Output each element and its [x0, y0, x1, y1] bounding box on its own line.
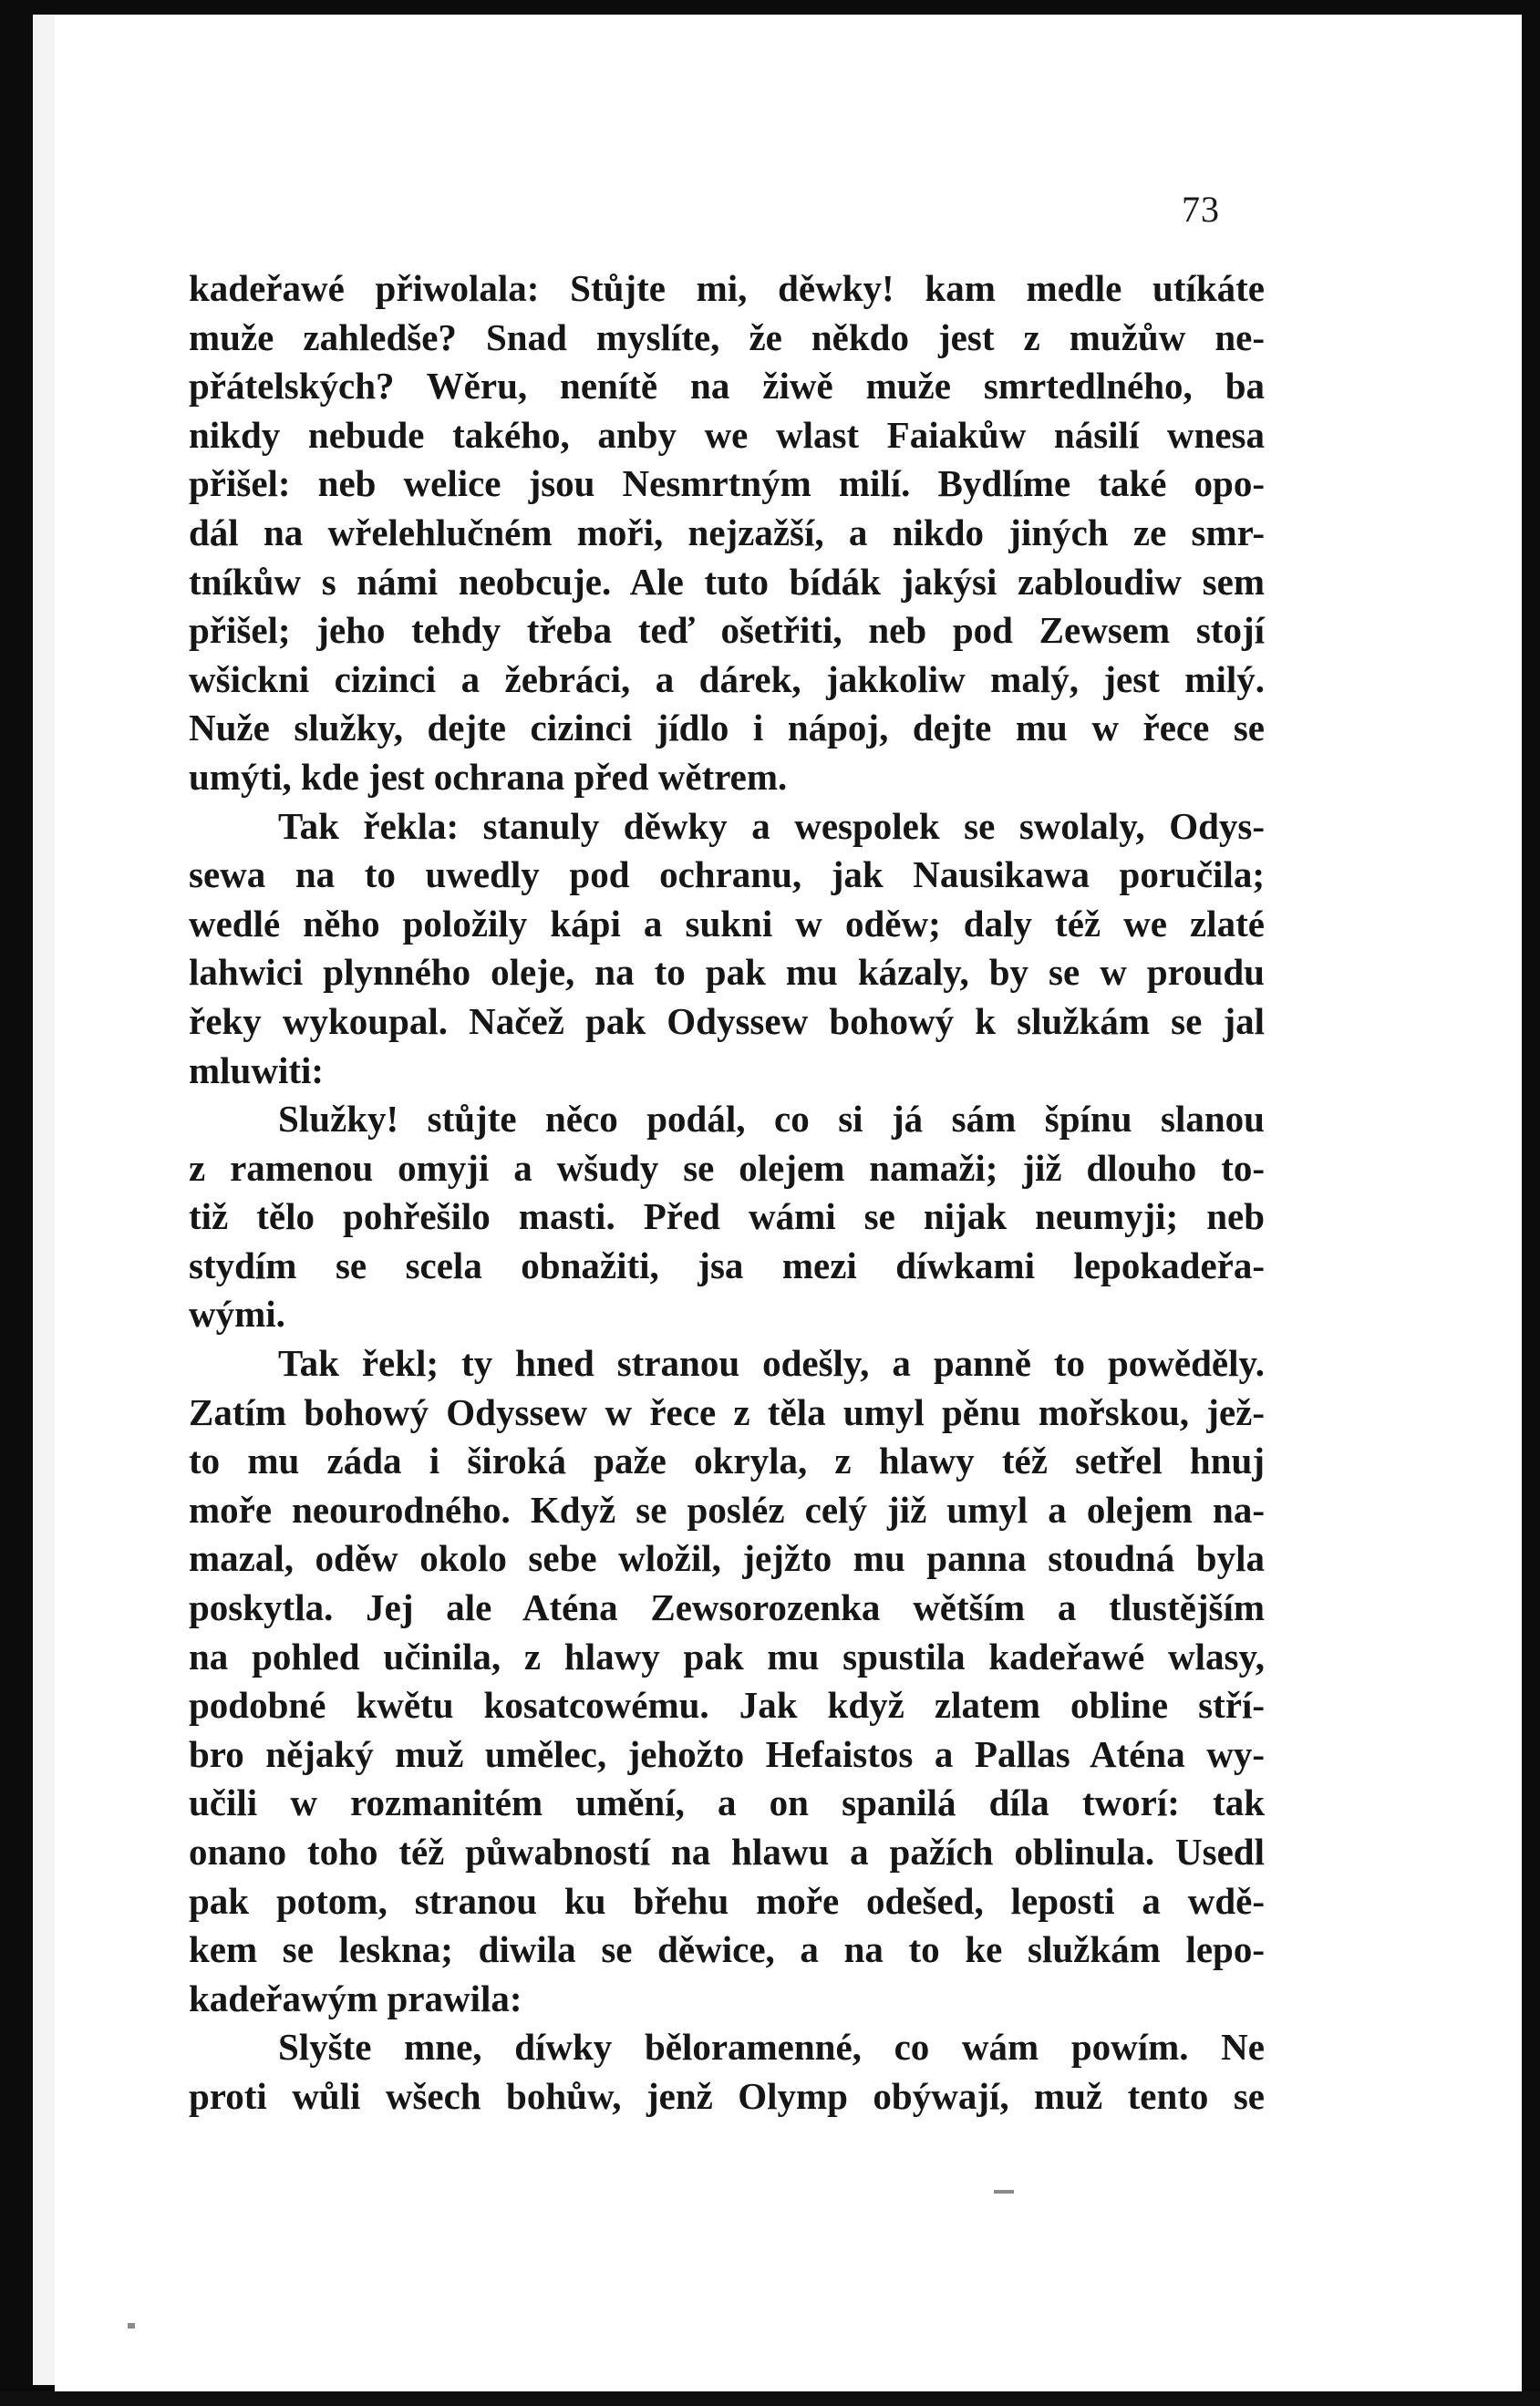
text-line: lahwici plynného oleje, na to pak mu kázaly, by se w proudu — [189, 951, 1265, 994]
text-line: řeky wykoupal. Načež pak Odyssew bohowý k služkám se jal — [189, 999, 1265, 1042]
text-line: poskytla. Jej ale Aténa Zewsorozenka wětším a tlustějším — [189, 1586, 1265, 1629]
text-line: proti wůli wšech bohůw, jenž Olymp obýwají, muž tento se — [189, 2074, 1265, 2117]
text-line: mazal, oděw okolo sebe wložil, jejžto mu panna stoudná byla — [189, 1537, 1265, 1580]
paragraph — [189, 2023, 1265, 2121]
paragraph — [189, 1095, 1265, 1339]
text-line: na pohled učinila, z hlawy pak mu spustila kadeřawé wlasy, — [189, 1635, 1265, 1678]
page-number: 73 — [1182, 189, 1220, 230]
text-line: z ramenou omyji a wšudy se olejem namaži; již dlouho to- — [189, 1146, 1265, 1189]
text-line: moře neourodného. Když se posléz celý již umyl a olejem na- — [189, 1488, 1265, 1531]
text-line: umýti, kde jest ochrana před wětrem. — [189, 755, 788, 798]
text-line: Služky! stůjte něco podál, co si já sám špínu slanou — [278, 1098, 1265, 1141]
text-line: Slyšte mne, díwky běloramenné, co wám powím. Ne — [278, 2026, 1265, 2069]
text-line: tiž tělo pohřešilo masti. Před wámi se nijak neumyji; neb — [189, 1195, 1265, 1238]
scan-top-border — [0, 0, 1540, 15]
text-line: kem se leskna; diwila se děwice, a na to ke služkám lepo- — [189, 1928, 1265, 1971]
text-line: přišel; jeho tehdy třeba teď ošetřiti, neb pod Zewsem stojí — [189, 609, 1265, 652]
text-line: mluwiti: — [189, 1048, 325, 1091]
text-line: Nuže služky, dejte cizinci jídlo i nápoj, dejte mu w řece se — [189, 707, 1265, 749]
text-line: to mu záda i široká paže okryla, z hlawy též setřel hnuj — [189, 1440, 1265, 1482]
text-line: stydím se scela obnažiti, jsa mezi díwkami lepokadeřa- — [189, 1244, 1265, 1286]
text-line: dál na wřelehlučném moři, nejzažší, a nikdo jiných ze smr- — [189, 511, 1265, 553]
text-line: Tak řekl; ty hned stranou odešly, a panně to powěděly. — [278, 1342, 1265, 1385]
paragraph — [189, 802, 1265, 1096]
text-line: Tak řekla: stanuly děwky a wespolek se swolaly, Odys- — [278, 804, 1265, 847]
text-line: bro nějaký muž umělec, jehožto Hefaistos a Pallas Aténa wy- — [189, 1732, 1265, 1775]
text-line: pak potom, stranou ku břehu moře odešed, leposti a wdě- — [189, 1879, 1265, 1922]
text-line: kadeřawé přiwolala: Stůjte mi, děwky! kam medle utíkáte — [189, 267, 1265, 309]
text-line: přátelských? Wěru, nenítě na žiwě muže smrtedlného, ba — [189, 365, 1265, 408]
paragraph — [189, 264, 1265, 802]
text-line: nikdy nebude takého, anby we wlast Faiakůw násilí wnesa — [189, 413, 1265, 456]
text-line: Zatím bohowý Odyssew w řece z těla umyl pěnu mořskou, jež- — [189, 1390, 1265, 1433]
text-line: kadeřawým prawila: — [189, 1977, 522, 2019]
text-line: wšickni cizinci a žebráci, a dárek, jakkoliw malý, jest milý. — [189, 657, 1265, 700]
text-line: podobné kwětu kosatcowému. Jak když zlatem obline stří- — [189, 1684, 1265, 1727]
print-speck — [994, 2190, 1014, 2194]
text-line: tníkůw s námi neobcuje. Ale tuto bídák jakýsi zabloudiw sem — [189, 560, 1265, 603]
page-text — [189, 264, 1265, 2122]
scan-right-border — [1522, 0, 1540, 2406]
text-line: wedlé něho položily kápi a sukni w oděw; daly též we zlaté — [189, 902, 1265, 945]
scan-bottom-border — [0, 2391, 1540, 2406]
text-line: učili w rozmanitém umění, a on spanilá díla tworí: tak — [189, 1781, 1265, 1824]
scan-left-edge — [33, 15, 55, 2385]
paragraph — [189, 1339, 1265, 2023]
print-speck — [128, 2323, 135, 2329]
text-line: přišel: neb welice jsou Nesmrtným milí. Bydlíme také opo- — [189, 462, 1265, 505]
text-line: muže zahledše? Snad myslíte, že někdo jest z mužůw ne- — [189, 315, 1265, 358]
text-line: wými. — [189, 1293, 285, 1336]
text-line: onano toho též půwabností na hlawu a pažích oblinula. Usedl — [189, 1831, 1265, 1873]
text-line: sewa na to uwedly pod ochranu, jak Nausikawa poručila; — [189, 853, 1265, 896]
